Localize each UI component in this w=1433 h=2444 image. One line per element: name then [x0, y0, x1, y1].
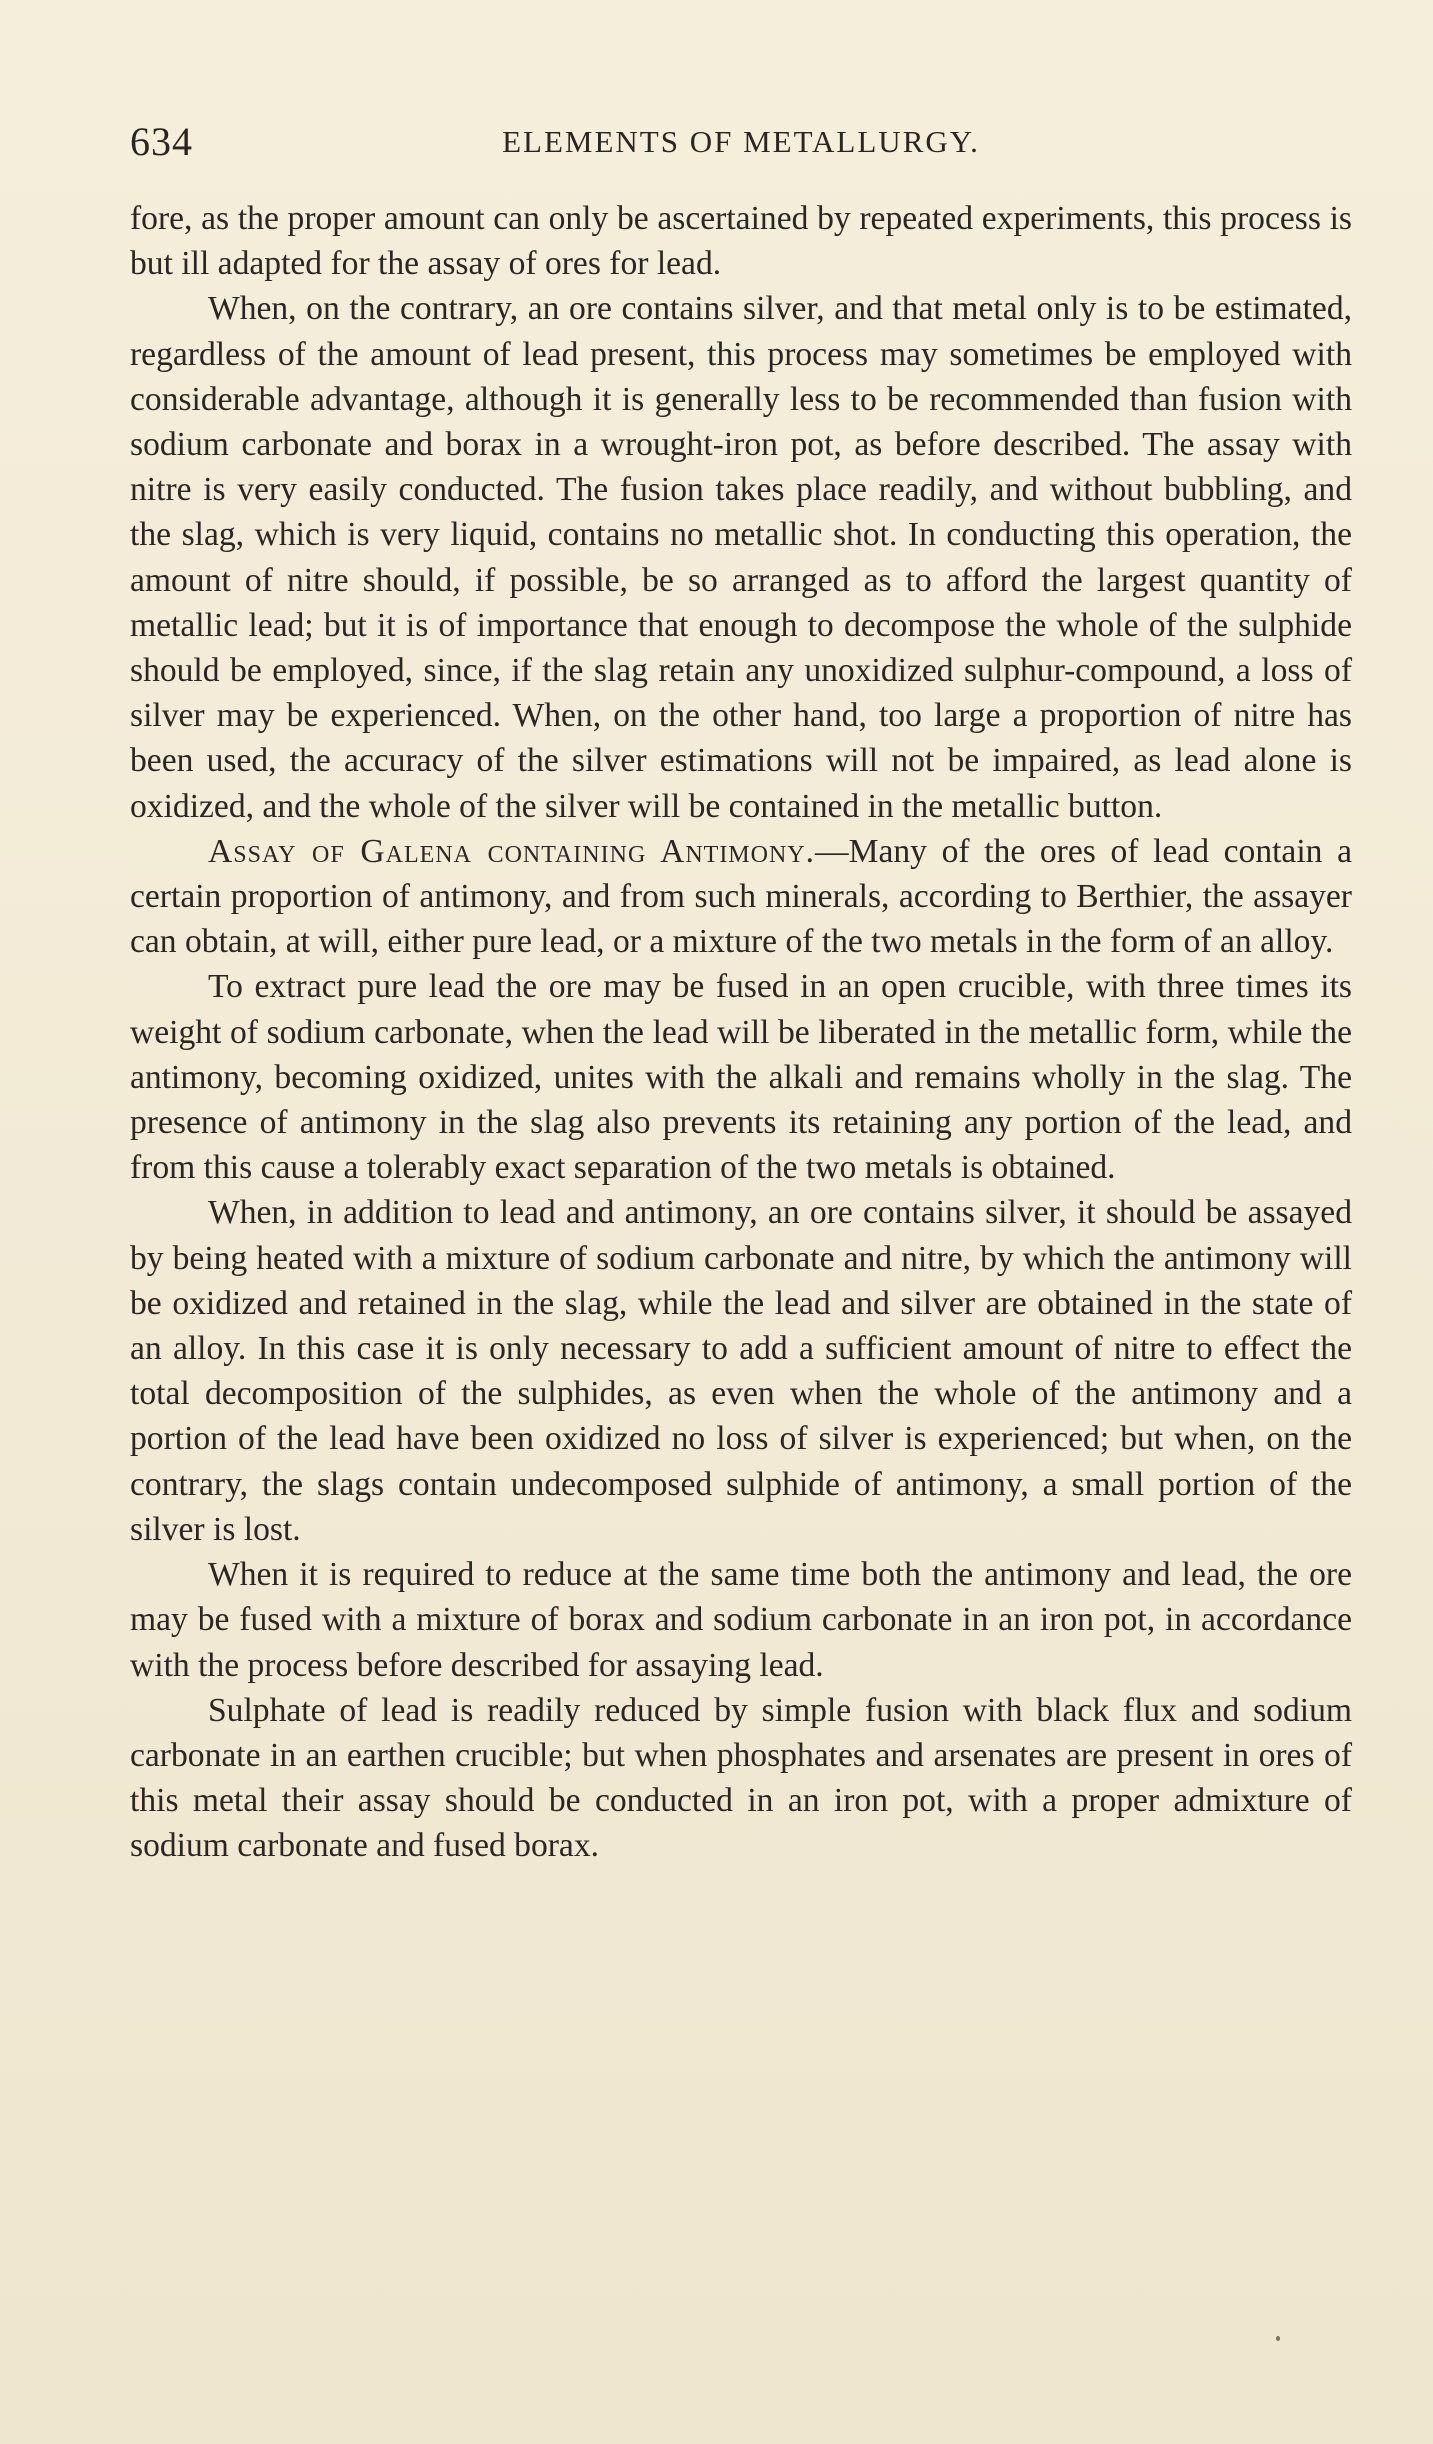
paragraph-silver-ores: When, on the contrary, an ore contains silver, and that metal only is to be estimated, regardless of the amount of lead present, this process may sometimes be employed with considerable advantage, although it is generally less to be recommended than fusion with sodium carbonate and borax in a wrought-iron pot, as before described. The assay with nitre is very easily conducted. The fusion takes place readily, and without bubbling, and the slag, which is very liquid, contains no metallic shot. In conducting this operation, the amount of nitre should, if possible, be so arranged as to afford the largest quantity of metallic lead; but it is of importance that enough to decompose the whole of the sulphide should be employed, since, if the slag retain any unoxidized sulphur-compound, a loss of silver may be experienced. When, on the other hand, too large a proportion of nitre has been used, the accuracy of the silver estimations will not be impaired, as lead alone is oxidized, and the whole of the silver will be contained in the metallic button. [130, 290, 1352, 825]
paragraph-extract-pure-lead: To extract pure lead the ore may be fused in an open crucible, with three times its weight of sodium carbonate, when the lead will be liberated in the metallic form, while the antimony, becoming oxidized, unites with the alkali and remains wholly in the slag. The presence of antimony in the slag also prevents its retaining any portion of the lead, and from this cause a tolerably exact separation of the two metals is obtained. [130, 968, 1352, 1187]
body-text [130, 196, 1352, 1869]
paragraph-reduce-both: When it is required to reduce at the same time both the antimony and lead, the ore may be fused with a mixture of borax and sodium carbonate in an iron pot, in accordance with the process before described for assaying lead. [130, 1556, 1352, 1684]
paragraph-sulphate-of-lead: Sulphate of lead is readily reduced by simple fusion with black flux and sodium carbonate in an earthen crucible; but when phosphates and arsenates are present in ores of this metal their assay should be conducted in an iron pot, with a proper admixture of sodium carbonate and fused borax. [130, 1691, 1352, 1865]
section-heading: Assay of Galena containing Antimony. [208, 832, 816, 870]
paragraph-galena-antimony [130, 829, 1352, 965]
page-number: 634 [130, 119, 193, 164]
paragraph-silver-antimony: When, in addition to lead and antimony, an ore contains silver, it should be assayed by being heated with a mixture of sodium carbonate and nitre, by which the antimony will be oxidized and retained in the slag, while the lead and silver are obtained in the state of an alloy. In this case it is only necessary to add a sufficient amount of nitre to effect the total decomposition of the sulphides, as even when the whole of the antimony and a portion of the lead have been oxidized no loss of silver is experienced; but when, on the contrary, the slags contain undecomposed sulphide of antimony, a small portion of the silver is lost. [130, 1194, 1352, 1548]
paper-speck [1276, 2336, 1280, 2341]
page-header [130, 118, 1352, 174]
paragraph-galena-antimony-text: —Many of the ores of lead contain a certain proportion of antimony, and from such minerals, according to Berthier, the assayer can obtain, at will, either pure lead, or a mixture of the two metals in the form of an alloy. [130, 832, 1353, 961]
paragraph-continuation: fore, as the proper amount can only be ascertained by repeated experiments, this process is but ill adapted for the assay of ores for lead. [130, 200, 1352, 283]
running-head: ELEMENTS OF METALLURGY. [502, 124, 980, 159]
